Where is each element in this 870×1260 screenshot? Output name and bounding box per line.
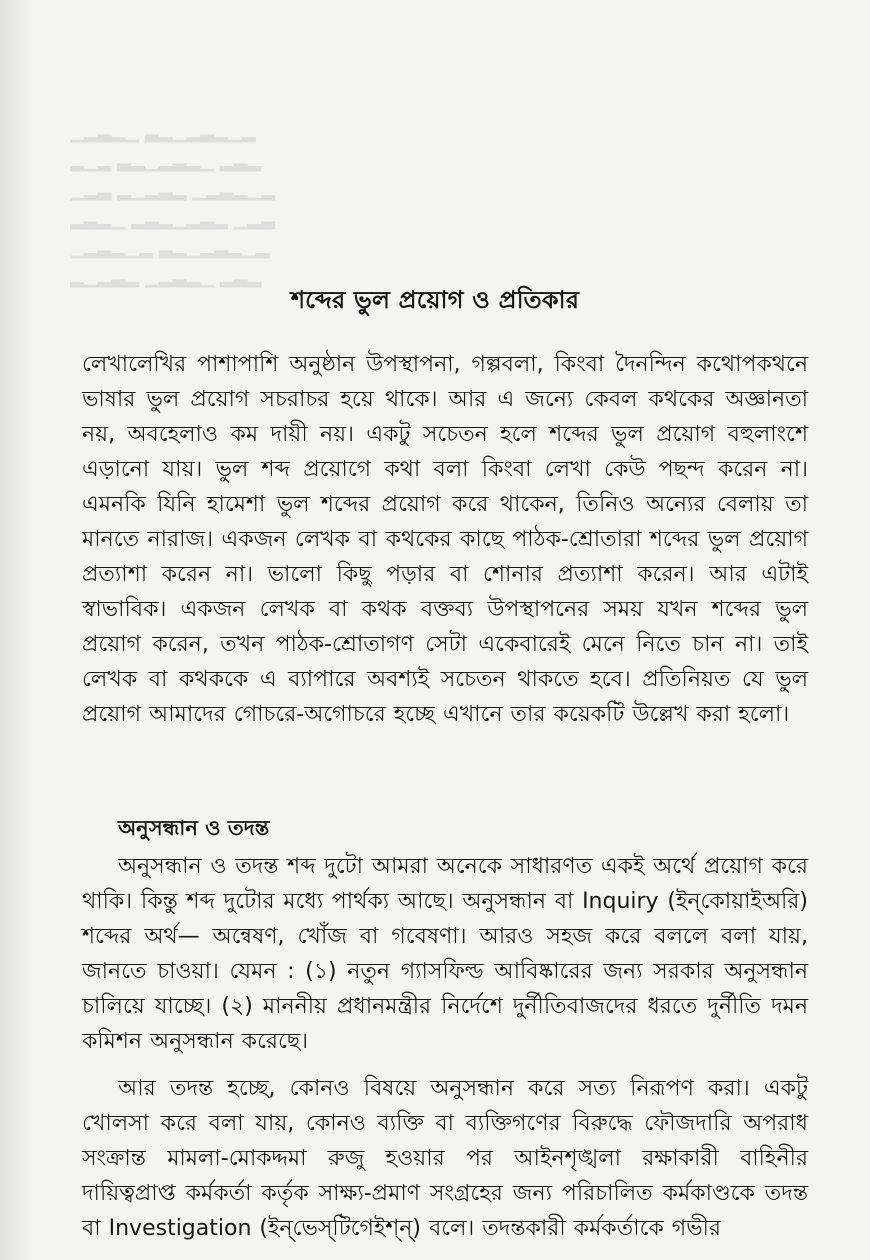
show-through-line: ▂▃▂▁ ▂▃▂▁▂▃▂ ▁▂▃	[70, 209, 276, 230]
show-through-line: ▁▂▃▂▁ ▃▂▁▂▃▂▁▂	[70, 122, 256, 143]
show-through-line: ▂▁▂▃▂ ▁▂▃▂▁ ▂▃▂	[70, 267, 262, 288]
section-paragraph-1: অনুসন্ধান ও তদন্ত শব্দ দুটো আমরা অনেকে সাধারণত একই অর্থে প্রয়োগ করে থাকি। কিন্তু শব্দ দুটোর মধ্যে পার্থক্য আছে। অনুসন্ধান বা Inquiry (ইন্‌কোয়াইঅরি) শব্দের অর্থ— অন্বেষণ, খোঁজ বা গবেষণা। আরও সহজ করে বললে বলা যায়, জানতে চাওয়া। যেমন : (১) নতুন গ্যাসফিল্ড আবিষ্কারের জন্য সরকার অনুসন্ধান চালিয়ে যাচ্ছে। (২) মাননীয় প্রধানমন্ত্রীর নির্দেশে দুর্নীতিবাজদের ধরতে দুর্নীতি দমন কমিশন অনুসন্ধান করেছে।	[82, 854, 808, 1054]
show-through-line: ▁▂▃▂▁▂ ▃▂▁▂▃▂▁▂	[70, 238, 270, 259]
show-through-line: ▁▂▃ ▂▁▂▃▂ ▁▂▃▂▁▂	[70, 180, 276, 201]
section-heading: অনুসন্ধান ও তদন্ত	[118, 816, 270, 840]
show-through-line: ▂▁▂ ▃▂▁▂▃▂▁ ▂▃▂	[70, 151, 262, 172]
intro-paragraph: লেখালেখির পাশাপাশি অনুষ্ঠান উপস্থাপনা, গল্পবলা, কিংবা দৈনন্দিন কথোপকথনে ভাষার ভুল প্রয়োগ সচরাচর হয়ে থাকে। আর এ জন্যে কেবল কথকের অজ্ঞানতা নয়, অবহেলাও কম দায়ী নয়। একটু সচেতন হলে শব্দের ভুল প্রয়োগ বহুলাংশে এড়ানো যায়। ভুল শব্দ প্রয়োগে কথা বলা কিংবা লেখা কেউ পছন্দ করেন না। এমনকি যিনি হামেশা ভুল শব্দের প্রয়োগ করে থাকেন, তিনিও অন্যের বেলায় তা মানতে নারাজ। একজন লেখক বা কথকের কাছে পাঠক-শ্রোতারা শব্দের ভুল প্রয়োগ প্রত্যাশা করেন না। ভালো কিছু পড়ার বা শোনার প্রত্যাশা করেন। আর এটাই স্বাভাবিক। একজন লেখক বা কথক বক্তব্য উপস্থাপনের সময় যখন শব্দের ভুল প্রয়োগ করেন, তখন পাঠক-শ্রোতাগণ সেটা একেবারেই মেনে নিতে চান না। তাই লেখক বা কথককে এ ব্যাপারে অবশ্যই সচেতন থাকতে হবে। প্রতিনিয়ত যে ভুল প্রয়োগ আমাদের গোচরে-অগোচরে হচ্ছে এখানে তার কয়েকটি উল্লেখ করা হলো।	[82, 352, 808, 727]
page-edge-shadow	[0, 0, 34, 1260]
page-title: শব্দের ভুল প্রয়োগ ও প্রতিকার	[290, 286, 580, 314]
section-paragraph-2: আর তদন্ত হচ্ছে, কোনও বিষয়ে অনুসন্ধান করে সত্য নিরূপণ করা। একটু খোলসা করে বলা যায়, কোনও ব্যক্তি বা ব্যক্তিগণের বিরুদ্ধে ফৌজদারি অপরাধ সংক্রান্ত মামলা-মোকদ্দমা রুজু হওয়ার পর আইনশৃঙ্খলা রক্ষাকারী বাহিনীর দায়িত্বপ্রাপ্ত কর্মকর্তা কর্তৃক সাক্ষ্য-প্রমাণ সংগ্রহের জন্য পরিচালিত কর্মকাণ্ডকে তদন্ত বা Investigation (ইন্‌ভেস্‌টিগেইশ্‌ন্‌) বলে। তদন্তকারী কর্মকর্তাকে গভীর	[82, 1076, 808, 1241]
